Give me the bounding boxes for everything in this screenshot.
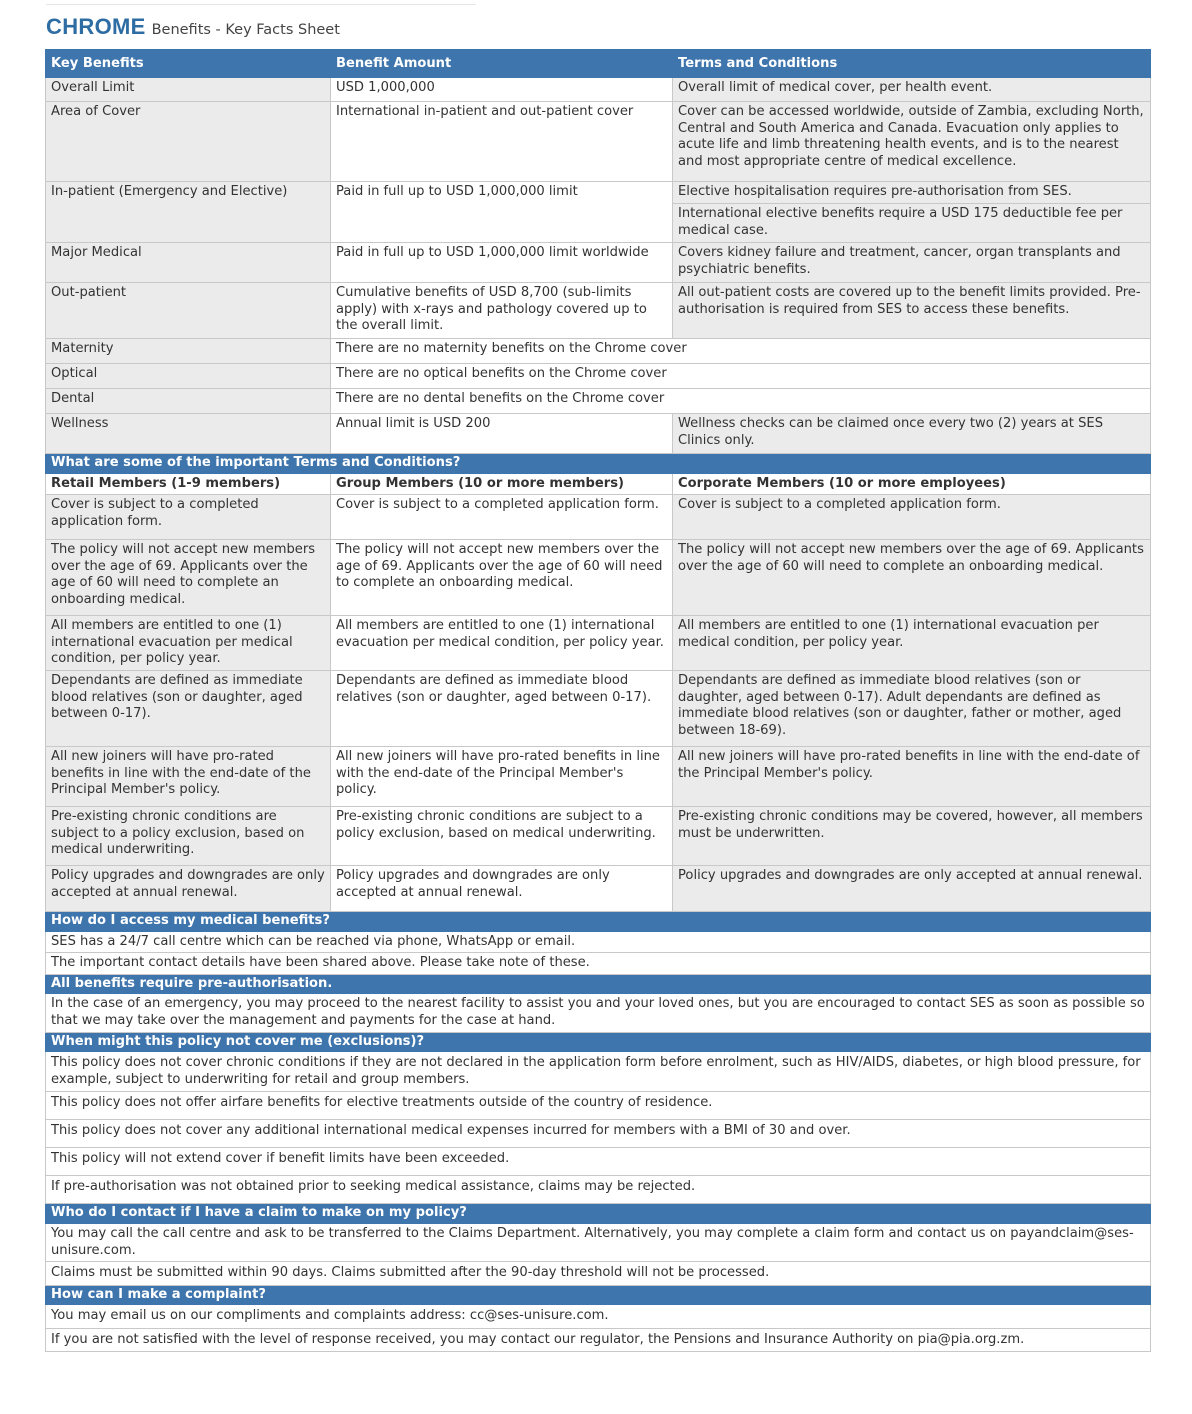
document-subtitle: Benefits - Key Facts Sheet bbox=[151, 22, 340, 38]
benefits-header-row bbox=[46, 50, 1151, 78]
benefit-name: Overall Limit bbox=[46, 78, 331, 102]
benefit-row-major-medical bbox=[46, 243, 1151, 283]
complaint-line bbox=[46, 1305, 1151, 1329]
access-section-row bbox=[46, 911, 1151, 931]
complaint-text: You may email us on our compliments and complaints address: cc@ses-unisure.com. bbox=[46, 1305, 1151, 1329]
corporate-term: Policy upgrades and downgrades are only accepted at annual renewal. bbox=[673, 865, 1151, 911]
access-text: The important contact details have been shared above. Please take note of these. bbox=[46, 953, 1151, 975]
claims-line bbox=[46, 1223, 1151, 1261]
benefit-row-dental bbox=[46, 389, 1151, 414]
group-term: All members are entitled to one (1) international evacuation per medical condition, per policy year. bbox=[331, 616, 673, 671]
corporate-members-header: Corporate Members (10 or more employees) bbox=[673, 473, 1151, 495]
preauth-line bbox=[46, 994, 1151, 1032]
benefit-amount: USD 1,000,000 bbox=[331, 78, 673, 102]
benefit-row-overall-limit bbox=[46, 78, 1151, 102]
benefit-amount: Cumulative benefits of USD 8,700 (sub-limits apply) with x-rays and pathology covered up to the overall limit. bbox=[331, 283, 673, 339]
exclusion-line bbox=[46, 1120, 1151, 1148]
benefit-row-optical bbox=[46, 364, 1151, 389]
access-text: SES has a 24/7 call centre which can be reached via phone, WhatsApp or email. bbox=[46, 931, 1151, 953]
terms-row bbox=[46, 616, 1151, 671]
benefit-name: Maternity bbox=[46, 339, 331, 364]
preauth-section-row bbox=[46, 974, 1151, 994]
corporate-term: The policy will not accept new members over the age of 69. Applicants over the age of 60 will need to complete an onboarding medical. bbox=[673, 540, 1151, 616]
exclusion-line bbox=[46, 1092, 1151, 1120]
group-term: Cover is subject to a completed application form. bbox=[331, 495, 673, 540]
retail-term: Cover is subject to a completed application form. bbox=[46, 495, 331, 540]
access-section-title: How do I access my medical benefits? bbox=[46, 911, 1151, 931]
benefit-terms: All out-patient costs are covered up to the benefit limits provided. Pre-authorisation is required from SES to access these benefits. bbox=[673, 283, 1151, 339]
claims-section-row bbox=[46, 1204, 1151, 1224]
retail-term: Pre-existing chronic conditions are subject to a policy exclusion, based on medical underwriting. bbox=[46, 806, 331, 865]
terms-row bbox=[46, 540, 1151, 616]
benefit-terms: Covers kidney failure and treatment, cancer, organ transplants and psychiatric benefits. bbox=[673, 243, 1151, 283]
exclusion-text: This policy does not offer airfare benefits for elective treatments outside of the country of residence. bbox=[46, 1092, 1151, 1120]
benefit-name: Out-patient bbox=[46, 283, 331, 339]
terms-section-row bbox=[46, 454, 1151, 474]
complaint-section-row bbox=[46, 1285, 1151, 1305]
terms-row bbox=[46, 865, 1151, 911]
exclusions-section-title: When might this policy not cover me (exclusions)? bbox=[46, 1032, 1151, 1052]
benefit-amount: Annual limit is USD 200 bbox=[331, 414, 673, 454]
benefit-amount: International in-patient and out-patient cover bbox=[331, 102, 673, 182]
corporate-term: Dependants are defined as immediate blood relatives (son or daughter, aged between 0-17). Adult dependants are defined as immediate blood relatives (son or daughter, father or mother, aged between 18-69). bbox=[673, 670, 1151, 746]
header-benefit-amount: Benefit Amount bbox=[331, 50, 673, 78]
access-line bbox=[46, 953, 1151, 975]
exclusion-text: This policy will not extend cover if benefit limits have been exceeded. bbox=[46, 1148, 1151, 1176]
group-term: The policy will not accept new members over the age of 69. Applicants over the age of 60 will need to complete an onboarding medical. bbox=[331, 540, 673, 616]
retail-term: All new joiners will have pro-rated benefits in line with the end-date of the Principal Member's policy. bbox=[46, 746, 331, 806]
terms-section-title: What are some of the important Terms and Conditions? bbox=[46, 454, 1151, 474]
benefits-document bbox=[45, 49, 1150, 1352]
corporate-term: Pre-existing chronic conditions may be covered, however, all members must be underwritten. bbox=[673, 806, 1151, 865]
group-term: Dependants are defined as immediate blood relatives (son or daughter, aged between 0-17). bbox=[331, 670, 673, 746]
retail-term: All members are entitled to one (1) international evacuation per medical condition, per policy year. bbox=[46, 616, 331, 671]
header-key-benefits: Key Benefits bbox=[46, 50, 331, 78]
benefit-name: Wellness bbox=[46, 414, 331, 454]
benefit-terms: Elective hospitalisation requires pre-authorisation from SES. bbox=[673, 182, 1151, 204]
terms-row bbox=[46, 746, 1151, 806]
preauth-section-title: All benefits require pre-authorisation. bbox=[46, 974, 1151, 994]
brand-name: CHROME bbox=[46, 14, 146, 39]
group-term: Pre-existing chronic conditions are subject to a policy exclusion, based on medical underwriting. bbox=[331, 806, 673, 865]
benefit-row-area-of-cover bbox=[46, 102, 1151, 182]
terms-subheader-row bbox=[46, 473, 1151, 495]
corporate-term: All new joiners will have pro-rated benefits in line with the end-date of the Principal Member's policy. bbox=[673, 746, 1151, 806]
benefit-amount: Paid in full up to USD 1,000,000 limit bbox=[331, 182, 673, 243]
benefit-terms: Overall limit of medical cover, per health event. bbox=[673, 78, 1151, 102]
corporate-term: All members are entitled to one (1) international evacuation per medical condition, per policy year. bbox=[673, 616, 1151, 671]
retail-term: Dependants are defined as immediate blood relatives (son or daughter, aged between 0-17). bbox=[46, 670, 331, 746]
group-members-header: Group Members (10 or more members) bbox=[331, 473, 673, 495]
benefit-amount: There are no optical benefits on the Chrome cover bbox=[331, 364, 1151, 389]
benefit-terms: Wellness checks can be claimed once every two (2) years at SES Clinics only. bbox=[673, 414, 1151, 454]
terms-row bbox=[46, 670, 1151, 746]
corporate-term: Cover is subject to a completed application form. bbox=[673, 495, 1151, 540]
claims-text: Claims must be submitted within 90 days. Claims submitted after the 90-day threshold will not be processed. bbox=[46, 1262, 1151, 1286]
benefit-terms: International elective benefits require a USD 175 deductible fee per medical case. bbox=[673, 204, 1151, 243]
benefit-name: Dental bbox=[46, 389, 331, 414]
key-facts-table bbox=[45, 49, 1151, 1352]
benefit-name: Optical bbox=[46, 364, 331, 389]
benefit-name: Area of Cover bbox=[46, 102, 331, 182]
retail-term: Policy upgrades and downgrades are only accepted at annual renewal. bbox=[46, 865, 331, 911]
retail-term: The policy will not accept new members over the age of 69. Applicants over the age of 60 will need to complete an onboarding medical. bbox=[46, 540, 331, 616]
benefit-amount: Paid in full up to USD 1,000,000 limit worldwide bbox=[331, 243, 673, 283]
benefit-amount: There are no maternity benefits on the Chrome cover bbox=[331, 339, 1151, 364]
access-line bbox=[46, 931, 1151, 953]
group-term: Policy upgrades and downgrades are only accepted at annual renewal. bbox=[331, 865, 673, 911]
claims-section-title: Who do I contact if I have a claim to make on my policy? bbox=[46, 1204, 1151, 1224]
benefit-row-in-patient bbox=[46, 182, 1151, 204]
benefit-name: Major Medical bbox=[46, 243, 331, 283]
terms-row bbox=[46, 495, 1151, 540]
exclusion-line bbox=[46, 1148, 1151, 1176]
complaint-section-title: How can I make a complaint? bbox=[46, 1285, 1151, 1305]
page-title bbox=[46, 14, 340, 40]
exclusion-text: If pre-authorisation was not obtained prior to seeking medical assistance, claims may be rejected. bbox=[46, 1176, 1151, 1204]
benefit-terms: Cover can be accessed worldwide, outside of Zambia, excluding North, Central and South America and Canada. Evacuation only applies to acute life and limb threatening health events, and is to the nearest and most appropriate centre of medical excellence. bbox=[673, 102, 1151, 182]
complaint-text: If you are not satisfied with the level of response received, you may contact our regulator, the Pensions and Insurance Authority on pia@pia.org.zm. bbox=[46, 1328, 1151, 1352]
exclusion-line bbox=[46, 1176, 1151, 1204]
exclusion-line bbox=[46, 1052, 1151, 1092]
benefit-amount: There are no dental benefits on the Chrome cover bbox=[331, 389, 1151, 414]
claims-line bbox=[46, 1262, 1151, 1286]
retail-members-header: Retail Members (1-9 members) bbox=[46, 473, 331, 495]
header-terms-conditions: Terms and Conditions bbox=[673, 50, 1151, 78]
benefit-name: In-patient (Emergency and Elective) bbox=[46, 182, 331, 243]
top-divider bbox=[46, 4, 476, 5]
exclusion-text: This policy does not cover any additional international medical expenses incurred for members with a BMI of 30 and over. bbox=[46, 1120, 1151, 1148]
preauth-text: In the case of an emergency, you may proceed to the nearest facility to assist you and your loved ones, but you are encouraged to contact SES as soon as possible so that we may take over the management and payments for the case at hand. bbox=[46, 994, 1151, 1032]
terms-row bbox=[46, 806, 1151, 865]
complaint-line bbox=[46, 1328, 1151, 1352]
group-term: All new joiners will have pro-rated benefits in line with the end-date of the Principal Member's policy. bbox=[331, 746, 673, 806]
exclusions-section-row bbox=[46, 1032, 1151, 1052]
exclusion-text: This policy does not cover chronic conditions if they are not declared in the application form before enrolment, such as HIV/AIDS, diabetes, or high blood pressure, for example, subject to underwriting for retail and group members. bbox=[46, 1052, 1151, 1092]
benefit-row-out-patient bbox=[46, 283, 1151, 339]
benefit-row-maternity bbox=[46, 339, 1151, 364]
claims-text: You may call the call centre and ask to be transferred to the Claims Department. Alternatively, you may complete a claim form and contact us on payandclaim@ses-unisure.com. bbox=[46, 1223, 1151, 1261]
benefit-row-wellness bbox=[46, 414, 1151, 454]
